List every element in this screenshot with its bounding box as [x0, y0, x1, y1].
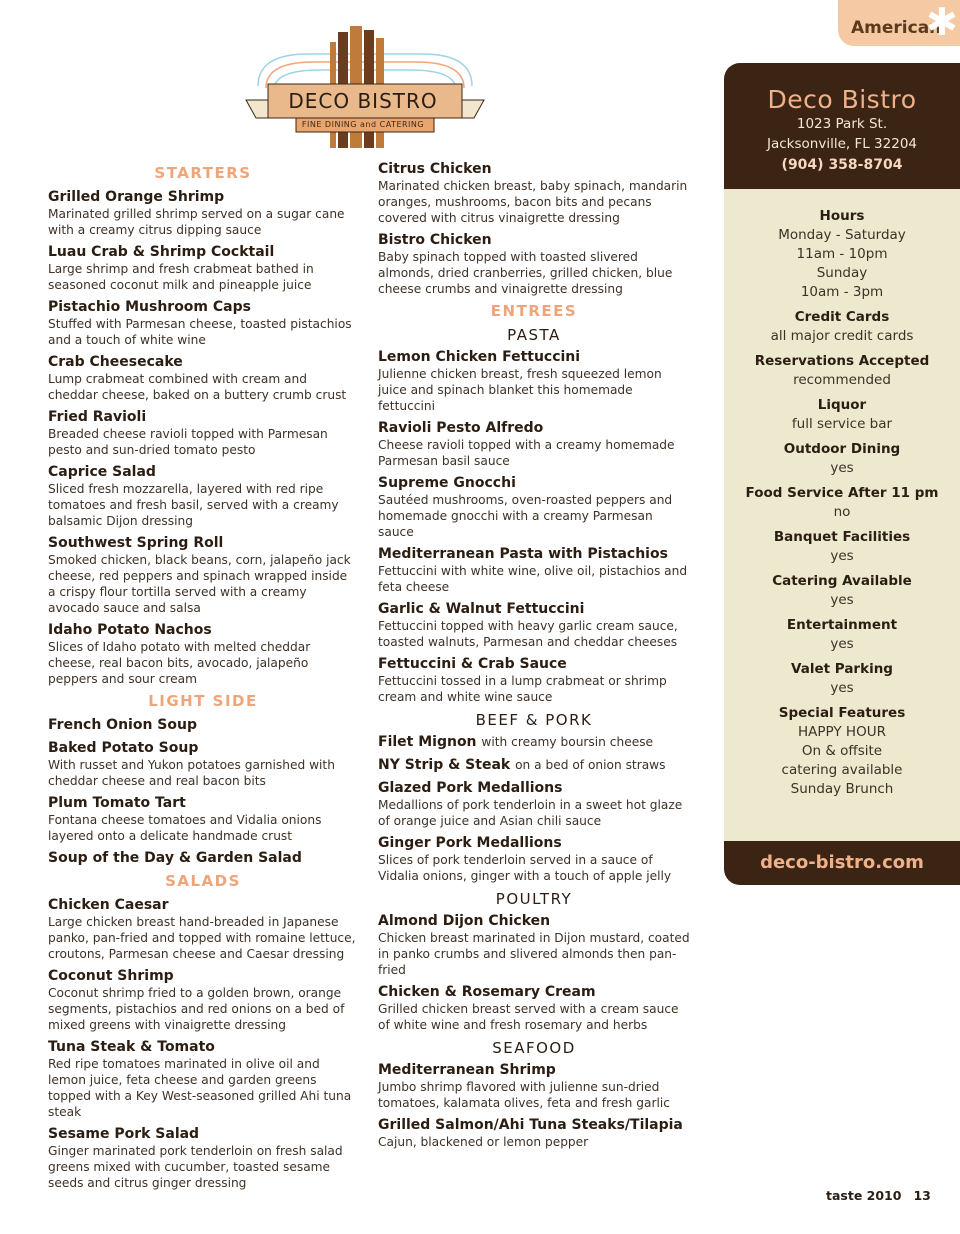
info-row [724, 704, 960, 799]
menu-item-description: Stuffed with Parmesan cheese, toasted pistachios and a touch of white wine [48, 317, 352, 347]
info-row [724, 484, 960, 522]
menu-item [48, 1125, 358, 1191]
menu-item-description: Grilled chicken breast served with a cream sauce of white wine and fresh rosemary and herbs [378, 1002, 679, 1032]
info-value: full service bar [791, 416, 893, 432]
menu-item-name: Tuna Steak & Tomato [48, 1039, 215, 1055]
info-label: Liquor [817, 397, 867, 413]
info-row [724, 440, 960, 478]
menu-item-description: Lump crabmeat combined with cream and cheddar cheese, baked on a buttery crumb crust [48, 372, 347, 402]
section-heading-entrees: ENTREES [490, 302, 578, 320]
info-label: Special Features [778, 705, 906, 721]
info-value: yes [830, 680, 854, 696]
menu-item [378, 474, 690, 540]
menu-item [48, 716, 358, 734]
website-link[interactable]: deco-bistro.com [760, 852, 924, 873]
salads-continued-list [378, 160, 690, 297]
menu-item-name: Supreme Gnocchi [378, 475, 516, 491]
menu-item [48, 1038, 358, 1120]
menu-item-name: French Onion Soup [48, 717, 197, 733]
beef-pork-list [378, 779, 690, 884]
info-row [724, 352, 960, 390]
menu-item-description: Cajun, blackened or lemon pepper [378, 1135, 589, 1149]
info-row [724, 308, 960, 346]
menu-item-description: Red ripe tomatoes marinated in olive oil and lemon juice, feta cheese and garden greens topped with a Key West-seasoned grilled Ahi tuna steak [48, 1057, 352, 1119]
menu-item [48, 739, 358, 789]
menu-item [378, 600, 690, 650]
sidebar-info-list [724, 189, 960, 841]
menu-item-description: Breaded cheese ravioli topped with Parmesan pesto and sun-dried tomato pesto [48, 427, 328, 457]
pasta-list [378, 348, 690, 705]
menu-item-name: Baked Potato Soup [48, 740, 199, 756]
menu-item [378, 231, 690, 297]
info-label: Catering Available [772, 573, 912, 589]
menu-item-description: Smoked chicken, black beans, corn, jalapeño jack cheese, red peppers and spinach wrapped inside a crispy flour tortilla served with a creamy avocado sauce and salsa [48, 553, 351, 615]
magazine-name: taste 2010 [826, 1188, 902, 1203]
menu-column-middle [378, 160, 690, 1155]
menu-item-description: Marinated chicken breast, baby spinach, mandarin oranges, mushrooms, bacon bits and pecans covered with citrus vinaigrette dressing [378, 179, 688, 225]
menu-item-description: Jumbo shrimp flavored with julienne sun-dried tomatoes, kalamata olives, feta and fresh garlic [378, 1080, 670, 1110]
info-value: recommended [793, 372, 891, 388]
info-value: yes [830, 592, 854, 608]
info-value: 10am - 3pm [800, 284, 884, 300]
menu-item-name: Chicken & Rosemary Cream [378, 984, 596, 1000]
menu-item-description: Chicken breast marinated in Dijon mustard, coated in panko crumbs and slivered almonds then pan-fried [378, 931, 690, 977]
menu-item-description: Fontana cheese tomatoes and Vidalia onions layered onto a delicate handmade crust [48, 813, 322, 843]
phone-number: (904) 358-8704 [781, 157, 903, 173]
info-value: yes [830, 460, 854, 476]
info-value: Sunday [816, 265, 868, 281]
logo-tagline: FINE DINING and CATERING [301, 120, 425, 129]
poultry-list [378, 912, 690, 1033]
menu-item-description: Sliced fresh mozzarella, layered with red ripe tomatoes and fresh basil, served with a creamy balsamic Dijon dressing [48, 482, 339, 528]
info-value: HAPPY HOUR [798, 724, 886, 740]
info-label: Credit Cards [794, 309, 890, 325]
menu-item [48, 188, 358, 238]
info-value: 11am - 10pm [796, 246, 888, 262]
menu-item-description: with creamy boursin cheese [481, 735, 654, 749]
menu-item-name: Southwest Spring Roll [48, 535, 224, 551]
menu-item-name: Mediterranean Pasta with Pistachios [378, 546, 668, 562]
menu-item [48, 463, 358, 529]
address-line-2: Jacksonville, FL 32204 [767, 136, 917, 152]
asterisk-icon: ✱ [926, 0, 958, 44]
logo-wordmark: DECO BISTRO [288, 89, 438, 113]
info-value: Monday - Saturday [778, 227, 906, 243]
subsection-heading-pasta: PASTA [507, 326, 561, 344]
menu-item-description: Large shrimp and fresh crabmeat bathed in seasoned coconut milk and pineapple juice [48, 262, 314, 292]
info-label: Valet Parking [791, 661, 893, 677]
info-row [724, 660, 960, 698]
menu-item [48, 243, 358, 293]
menu-item-name: Luau Crab & Shrimp Cocktail [48, 244, 275, 260]
menu-item-description: Ginger marinated pork tenderloin on fresh salad greens mixed with cucumber, toasted sesame seeds and citrus ginger dressing [48, 1144, 343, 1190]
menu-item-name: Garlic & Walnut Fettuccini [378, 601, 585, 617]
info-row [724, 528, 960, 566]
menu-item-name: Caprice Salad [48, 464, 156, 480]
menu-item-name: Grilled Orange Shrimp [48, 189, 225, 205]
menu-item [378, 160, 690, 226]
menu-item [48, 408, 358, 458]
subsection-heading-beef-pork: BEEF & PORK [475, 711, 593, 729]
info-label: Entertainment [786, 617, 898, 633]
menu-item-name: Filet Mignon [378, 734, 477, 750]
menu-item-name: NY Strip & Steak [378, 757, 511, 773]
menu-item-description: Cheese ravioli topped with a creamy homemade Parmesan basil sauce [378, 438, 675, 468]
info-label: Reservations Accepted [754, 353, 930, 369]
menu-item [378, 733, 690, 751]
info-value: no [833, 504, 851, 520]
menu-item-description: Fettuccini tossed in a lump crabmeat or shrimp cream and white wine sauce [378, 674, 667, 704]
menu-item-name: Bistro Chicken [378, 232, 492, 248]
info-row [724, 396, 960, 434]
menu-item-name: Fried Ravioli [48, 409, 147, 425]
page-number: 13 [913, 1188, 931, 1203]
info-value: Sunday Brunch [790, 781, 894, 797]
light-side-list [48, 716, 358, 867]
menu-item-name: Fettuccini & Crab Sauce [378, 656, 567, 672]
menu-item-name: Pistachio Mushroom Caps [48, 299, 251, 315]
info-label: Banquet Facilities [773, 529, 911, 545]
menu-item-description: on a bed of onion straws [515, 758, 666, 772]
sidebar-header [724, 63, 960, 189]
info-label: Food Service After 11 pm [745, 485, 939, 501]
menu-item [378, 1116, 690, 1150]
category-tab [838, 0, 960, 46]
menu-item-description: Fettuccini with white wine, olive oil, pistachios and feta cheese [378, 564, 688, 594]
info-value: On & offsite [801, 743, 883, 759]
sidebar-footer [724, 841, 960, 885]
menu-item-description: Large chicken breast hand-breaded in Japanese panko, pan-fried and topped with romaine lettuce, croutons, Parmesan cheese and Caesar dressing [48, 915, 356, 961]
menu-item [378, 779, 690, 829]
menu-item [48, 534, 358, 616]
menu-item-description: Baby spinach topped with toasted slivered almonds, dried cranberries, grilled chicken, blue cheese crumbs and vinaigrette dressing [378, 250, 673, 296]
menu-item-description: Sautéed mushrooms, oven-roasted peppers and homemade gnocchi with a creamy Parmesan sauce [378, 493, 673, 539]
menu-item-name: Ginger Pork Medallions [378, 835, 562, 851]
menu-item-name: Mediterranean Shrimp [378, 1062, 556, 1078]
menu-item [378, 756, 690, 774]
menu-item-name: Grilled Salmon/Ahi Tuna Steaks/Tilapia [378, 1117, 683, 1133]
menu-item-name: Lemon Chicken Fettuccini [378, 349, 581, 365]
menu-item-description: Marinated grilled shrimp served on a sugar cane with a creamy citrus dipping sauce [48, 207, 345, 237]
section-heading-light-side: LIGHT SIDE [148, 692, 258, 710]
menu-item-description: Fettuccini topped with heavy garlic cream sauce, toasted walnuts, Parmesan and cheddar cheeses [378, 619, 678, 649]
info-value: yes [830, 636, 854, 652]
section-heading-salads: SALADS [165, 872, 241, 890]
menu-item [48, 849, 358, 867]
info-value: all major credit cards [770, 328, 914, 344]
menu-item-name: Citrus Chicken [378, 161, 492, 177]
salads-list [48, 896, 358, 1191]
menu-item-name: Soup of the Day & Garden Salad [48, 850, 302, 866]
menu-column-left [48, 160, 358, 1196]
menu-item-description: Coconut shrimp fried to a golden brown, orange segments, pistachios and red onions on a bed of mixed greens with vinaigrette dressing [48, 986, 345, 1032]
menu-item [378, 545, 690, 595]
menu-item [48, 298, 358, 348]
section-heading-starters: STARTERS [154, 164, 252, 182]
info-label: Hours [819, 208, 865, 224]
address-line-1: 1023 Park St. [796, 116, 888, 132]
menu-item-name: Almond Dijon Chicken [378, 913, 551, 929]
info-value: yes [830, 548, 854, 564]
menu-item-name: Idaho Potato Nachos [48, 622, 212, 638]
menu-item-description: Slices of Idaho potato with melted cheddar cheese, real bacon bits, avocado, jalapeño peppers and sour cream [48, 640, 311, 686]
menu-item [48, 967, 358, 1033]
menu-item [48, 621, 358, 687]
menu-item-description: Slices of pork tenderloin served in a sauce of Vidalia onions, ginger with a touch of apple jelly [378, 853, 672, 883]
menu-item-name: Glazed Pork Medallions [378, 780, 563, 796]
menu-item [378, 655, 690, 705]
starters-list [48, 188, 358, 687]
beef-pork-inline-list [378, 733, 690, 774]
restaurant-logo [238, 26, 492, 152]
menu-item-name: Coconut Shrimp [48, 968, 174, 984]
menu-item-name: Plum Tomato Tart [48, 795, 186, 811]
menu-item [378, 983, 690, 1033]
menu-item-name: Ravioli Pesto Alfredo [378, 420, 544, 436]
info-row [724, 572, 960, 610]
subsection-heading-seafood: SEAFOOD [492, 1039, 576, 1057]
menu-item [378, 1061, 690, 1111]
menu-item [378, 348, 690, 414]
menu-item [48, 896, 358, 962]
menu-item [378, 419, 690, 469]
info-label: Outdoor Dining [783, 441, 901, 457]
menu-item [48, 353, 358, 403]
menu-item-description: Julienne chicken breast, fresh squeezed lemon juice and spinach blanket this homemade fettuccini [378, 367, 662, 413]
seafood-list [378, 1061, 690, 1150]
menu-item-name: Crab Cheesecake [48, 354, 183, 370]
menu-item-description: With russet and Yukon potatoes garnished with cheddar cheese and real bacon bits [48, 758, 335, 788]
menu-item [378, 912, 690, 978]
menu-item [48, 794, 358, 844]
restaurant-name: Deco Bistro [767, 85, 917, 114]
info-value: catering available [781, 762, 903, 778]
subsection-heading-poultry: POULTRY [495, 890, 573, 908]
category-label: American [851, 18, 942, 38]
info-row [724, 207, 960, 302]
menu-item-name: Sesame Pork Salad [48, 1126, 200, 1142]
menu-item [378, 834, 690, 884]
menu-item-name: Chicken Caesar [48, 897, 169, 913]
menu-item-description: Medallions of pork tenderloin in a sweet hot glaze of orange juice and Asian chili sauce [378, 798, 683, 828]
info-row [724, 616, 960, 654]
page-footer [826, 1188, 931, 1203]
restaurant-info-sidebar [724, 63, 960, 885]
